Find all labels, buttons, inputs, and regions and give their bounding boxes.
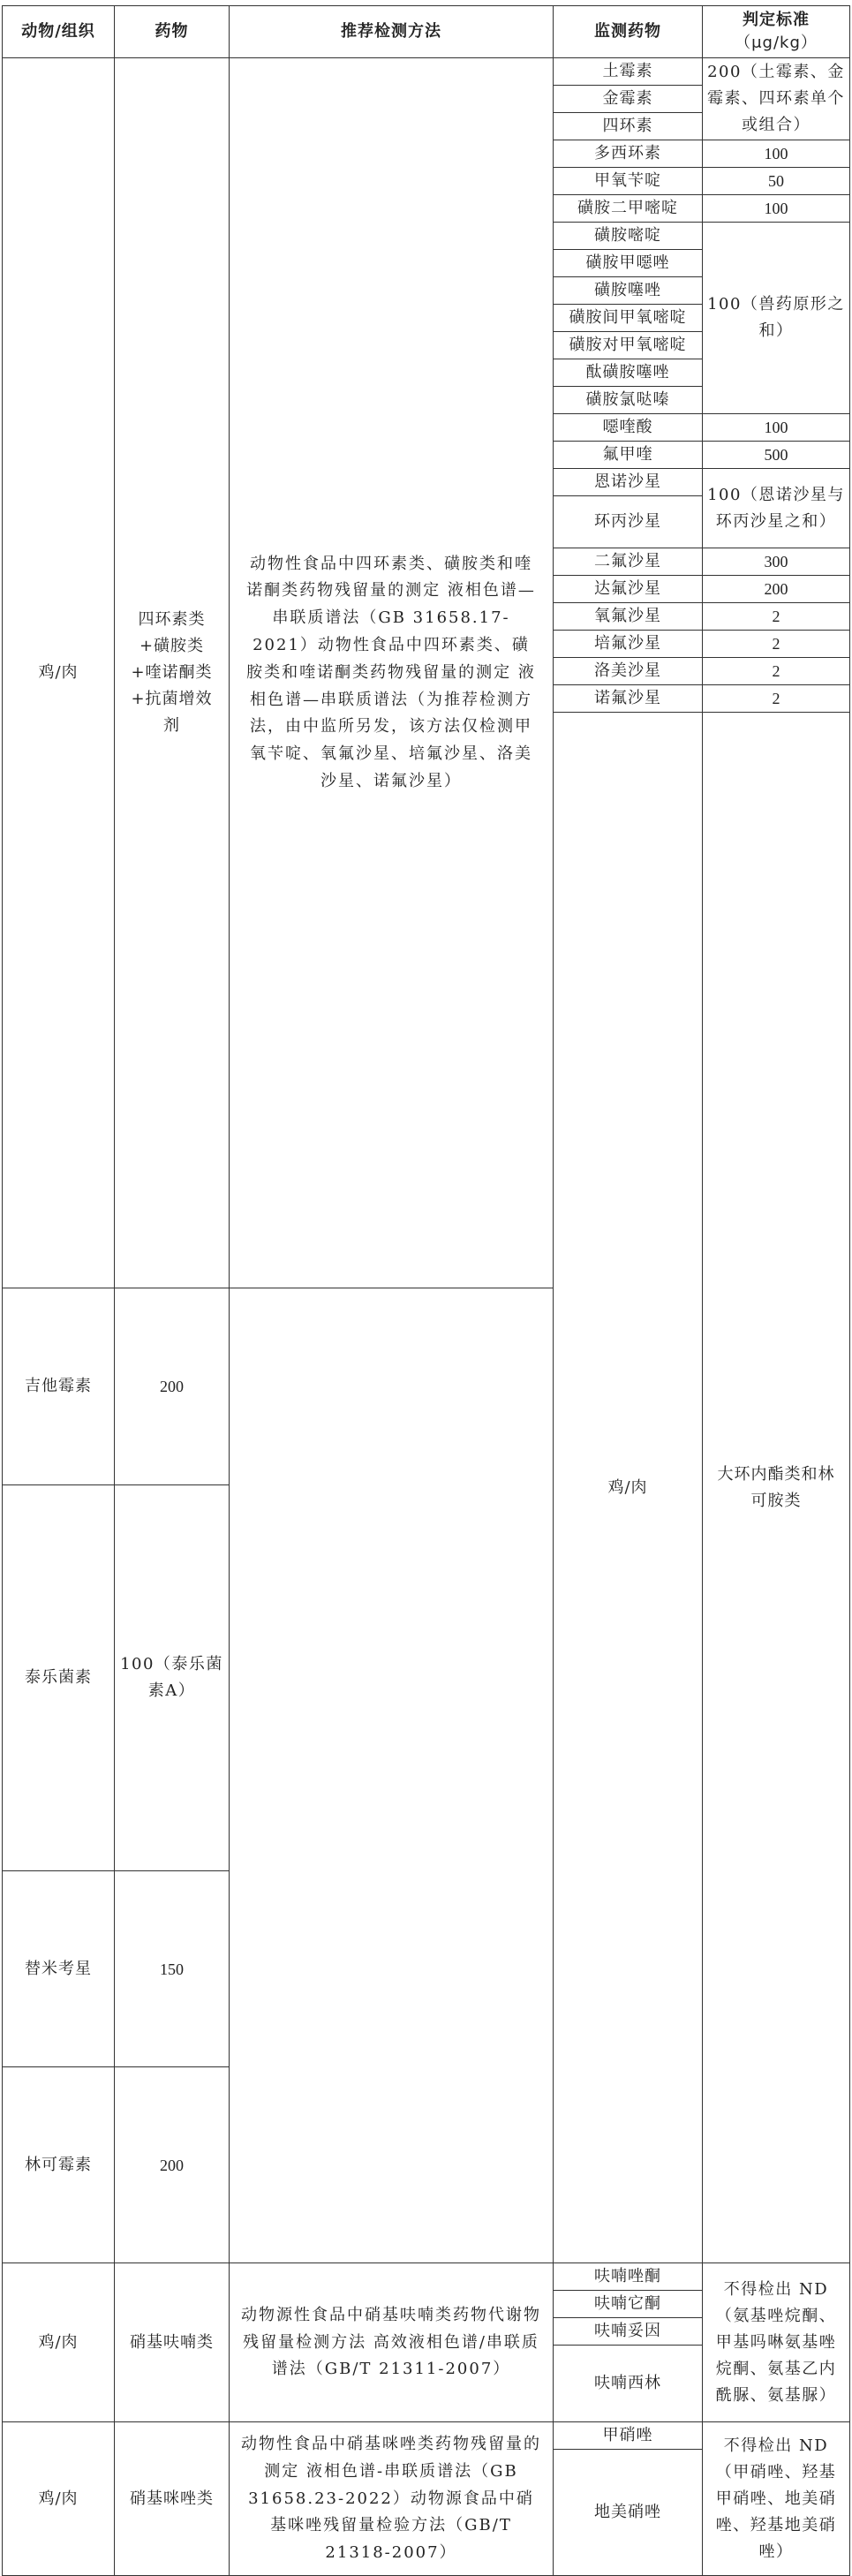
residue-standard-table xyxy=(2,5,850,2576)
monitored-drug-cell: 金霉素 xyxy=(554,86,703,113)
monitored-drug-cell: 磺胺嘧啶 xyxy=(554,223,703,250)
monitored-drug-cell: 甲氧苄啶 xyxy=(554,168,703,195)
standard-cell: 200 xyxy=(115,1288,230,1484)
standard-cell: 不得检出 ND（甲硝唑、羟基甲硝唑、地美硝唑、羟基地美硝唑） xyxy=(703,2422,850,2576)
header-monitored-drug: 监测药物 xyxy=(554,6,703,58)
standard-cell: 100（兽药原形之和） xyxy=(703,223,850,414)
monitored-drug-cell: 磺胺噻唑 xyxy=(554,277,703,305)
monitored-drug-cell: 林可霉素 xyxy=(3,2067,115,2263)
standard-cell: 100（泰乐菌素A） xyxy=(115,1484,230,1870)
animal-cell: 鸡/肉 xyxy=(3,58,115,1288)
standard-cell: 2 xyxy=(703,631,850,658)
standard-cell: 50 xyxy=(703,168,850,195)
monitored-drug-cell: 诺氟沙星 xyxy=(554,685,703,713)
monitored-drug-cell: 达氟沙星 xyxy=(554,576,703,603)
monitored-drug-cell: 多西环素 xyxy=(554,140,703,168)
standard-cell: 2 xyxy=(703,603,850,631)
table-row xyxy=(3,2422,850,2450)
drug-class-cell: 四环素类+磺胺类+喹诺酮类+抗菌增效剂 xyxy=(115,58,230,1288)
drug-class-cell: 大环内酯类和林可胺类 xyxy=(703,713,850,2263)
standard-cell: 100 xyxy=(703,414,850,442)
standard-cell: 100 xyxy=(703,195,850,223)
monitored-drug-cell: 恩诺沙星 xyxy=(554,469,703,496)
monitored-drug-cell: 环丙沙星 xyxy=(554,496,703,548)
monitored-drug-cell: 磺胺氯哒嗪 xyxy=(554,387,703,414)
monitored-drug-cell: 替米考星 xyxy=(3,1870,115,2066)
standard-cell: 200（土霉素、金霉素、四环素单个或组合） xyxy=(703,58,850,140)
method-cell: 动物源性食品中硝基呋喃类药物代谢物残留量检测方法 高效液相色谱/串联质谱法（GB/T 21311-2007） xyxy=(230,2263,554,2422)
monitored-drug-cell: 噁喹酸 xyxy=(554,414,703,442)
animal-cell: 鸡/肉 xyxy=(3,2422,115,2576)
header-drug: 药物 xyxy=(115,6,230,58)
method-cell: 动物性食品中硝基咪唑类药物残留量的测定 液相色谱-串联质谱法（GB 31658.23-2022）动物源食品中硝基咪唑残留量检验方法（GB/T 21318-2007） xyxy=(230,2422,554,2576)
animal-cell: 鸡/肉 xyxy=(554,713,703,2263)
monitored-drug-cell: 酞磺胺噻唑 xyxy=(554,359,703,387)
monitored-drug-cell: 培氟沙星 xyxy=(554,631,703,658)
monitored-drug-cell: 二氟沙星 xyxy=(554,548,703,576)
drug-class-cell: 硝基呋喃类 xyxy=(115,2263,230,2422)
monitored-drug-cell: 氧氟沙星 xyxy=(554,603,703,631)
monitored-drug-cell: 磺胺间甲氧嘧啶 xyxy=(554,305,703,332)
standard-cell: 100（恩诺沙星与环丙沙星之和） xyxy=(703,469,850,548)
header-standard xyxy=(703,6,850,58)
monitored-drug-cell: 磺胺甲噁唑 xyxy=(554,250,703,277)
monitored-drug-cell: 呋喃它酮 xyxy=(554,2291,703,2318)
standard-cell: 100 xyxy=(703,140,850,168)
standard-cell: 2 xyxy=(703,658,850,685)
header-standard-title: 判定标准 xyxy=(743,11,810,29)
header-row xyxy=(3,6,850,58)
monitored-drug-cell: 土霉素 xyxy=(554,58,703,86)
header-animal: 动物/组织 xyxy=(3,6,115,58)
standard-cell: 150 xyxy=(115,1870,230,2066)
monitored-drug-cell: 磺胺二甲嘧啶 xyxy=(554,195,703,223)
monitored-drug-cell: 甲硝唑 xyxy=(554,2422,703,2450)
standard-cell: 2 xyxy=(703,685,850,713)
standard-cell: 200 xyxy=(703,576,850,603)
drug-class-cell: 硝基咪唑类 xyxy=(115,2422,230,2576)
monitored-drug-cell: 吉他霉素 xyxy=(3,1288,115,1484)
monitored-drug-cell: 呋喃妥因 xyxy=(554,2318,703,2346)
monitored-drug-cell: 地美硝唑 xyxy=(554,2450,703,2576)
monitored-drug-cell: 呋喃唑酮 xyxy=(554,2263,703,2291)
monitored-drug-cell: 磺胺对甲氧嘧啶 xyxy=(554,332,703,359)
header-method: 推荐检测方法 xyxy=(230,6,554,58)
standard-cell: 500 xyxy=(703,442,850,469)
monitored-drug-cell: 氟甲喹 xyxy=(554,442,703,469)
header-standard-unit: （μg/kg） xyxy=(735,34,818,52)
standard-cell: 200 xyxy=(115,2067,230,2263)
monitored-drug-cell: 洛美沙星 xyxy=(554,658,703,685)
table-row xyxy=(3,58,850,86)
method-cell: 动物性食品中四环素类、磺胺类和喹诺酮类药物残留量的测定 液相色谱—串联质谱法（GB 31658.17-2021）动物性食品中四环素类、磺胺类和喹诺酮类药物残留量的测定 液相色谱—串联质谱法（为推荐检测方法，由中监所另发，该方法仅检测甲氧苄啶、氧氟沙星、培氟沙星、洛美沙星、诺氟沙星） xyxy=(230,58,554,1288)
monitored-drug-cell: 泰乐菌素 xyxy=(3,1484,115,1870)
monitored-drug-cell: 呋喃西林 xyxy=(554,2346,703,2422)
standard-cell: 300 xyxy=(703,548,850,576)
table-row xyxy=(3,2263,850,2291)
standard-cell: 不得检出 ND（氨基唑烷酮、甲基吗啉氨基唑烷酮、氨基乙内酰脲、氨基脲） xyxy=(703,2263,850,2422)
monitored-drug-cell: 四环素 xyxy=(554,113,703,140)
animal-cell: 鸡/肉 xyxy=(3,2263,115,2422)
